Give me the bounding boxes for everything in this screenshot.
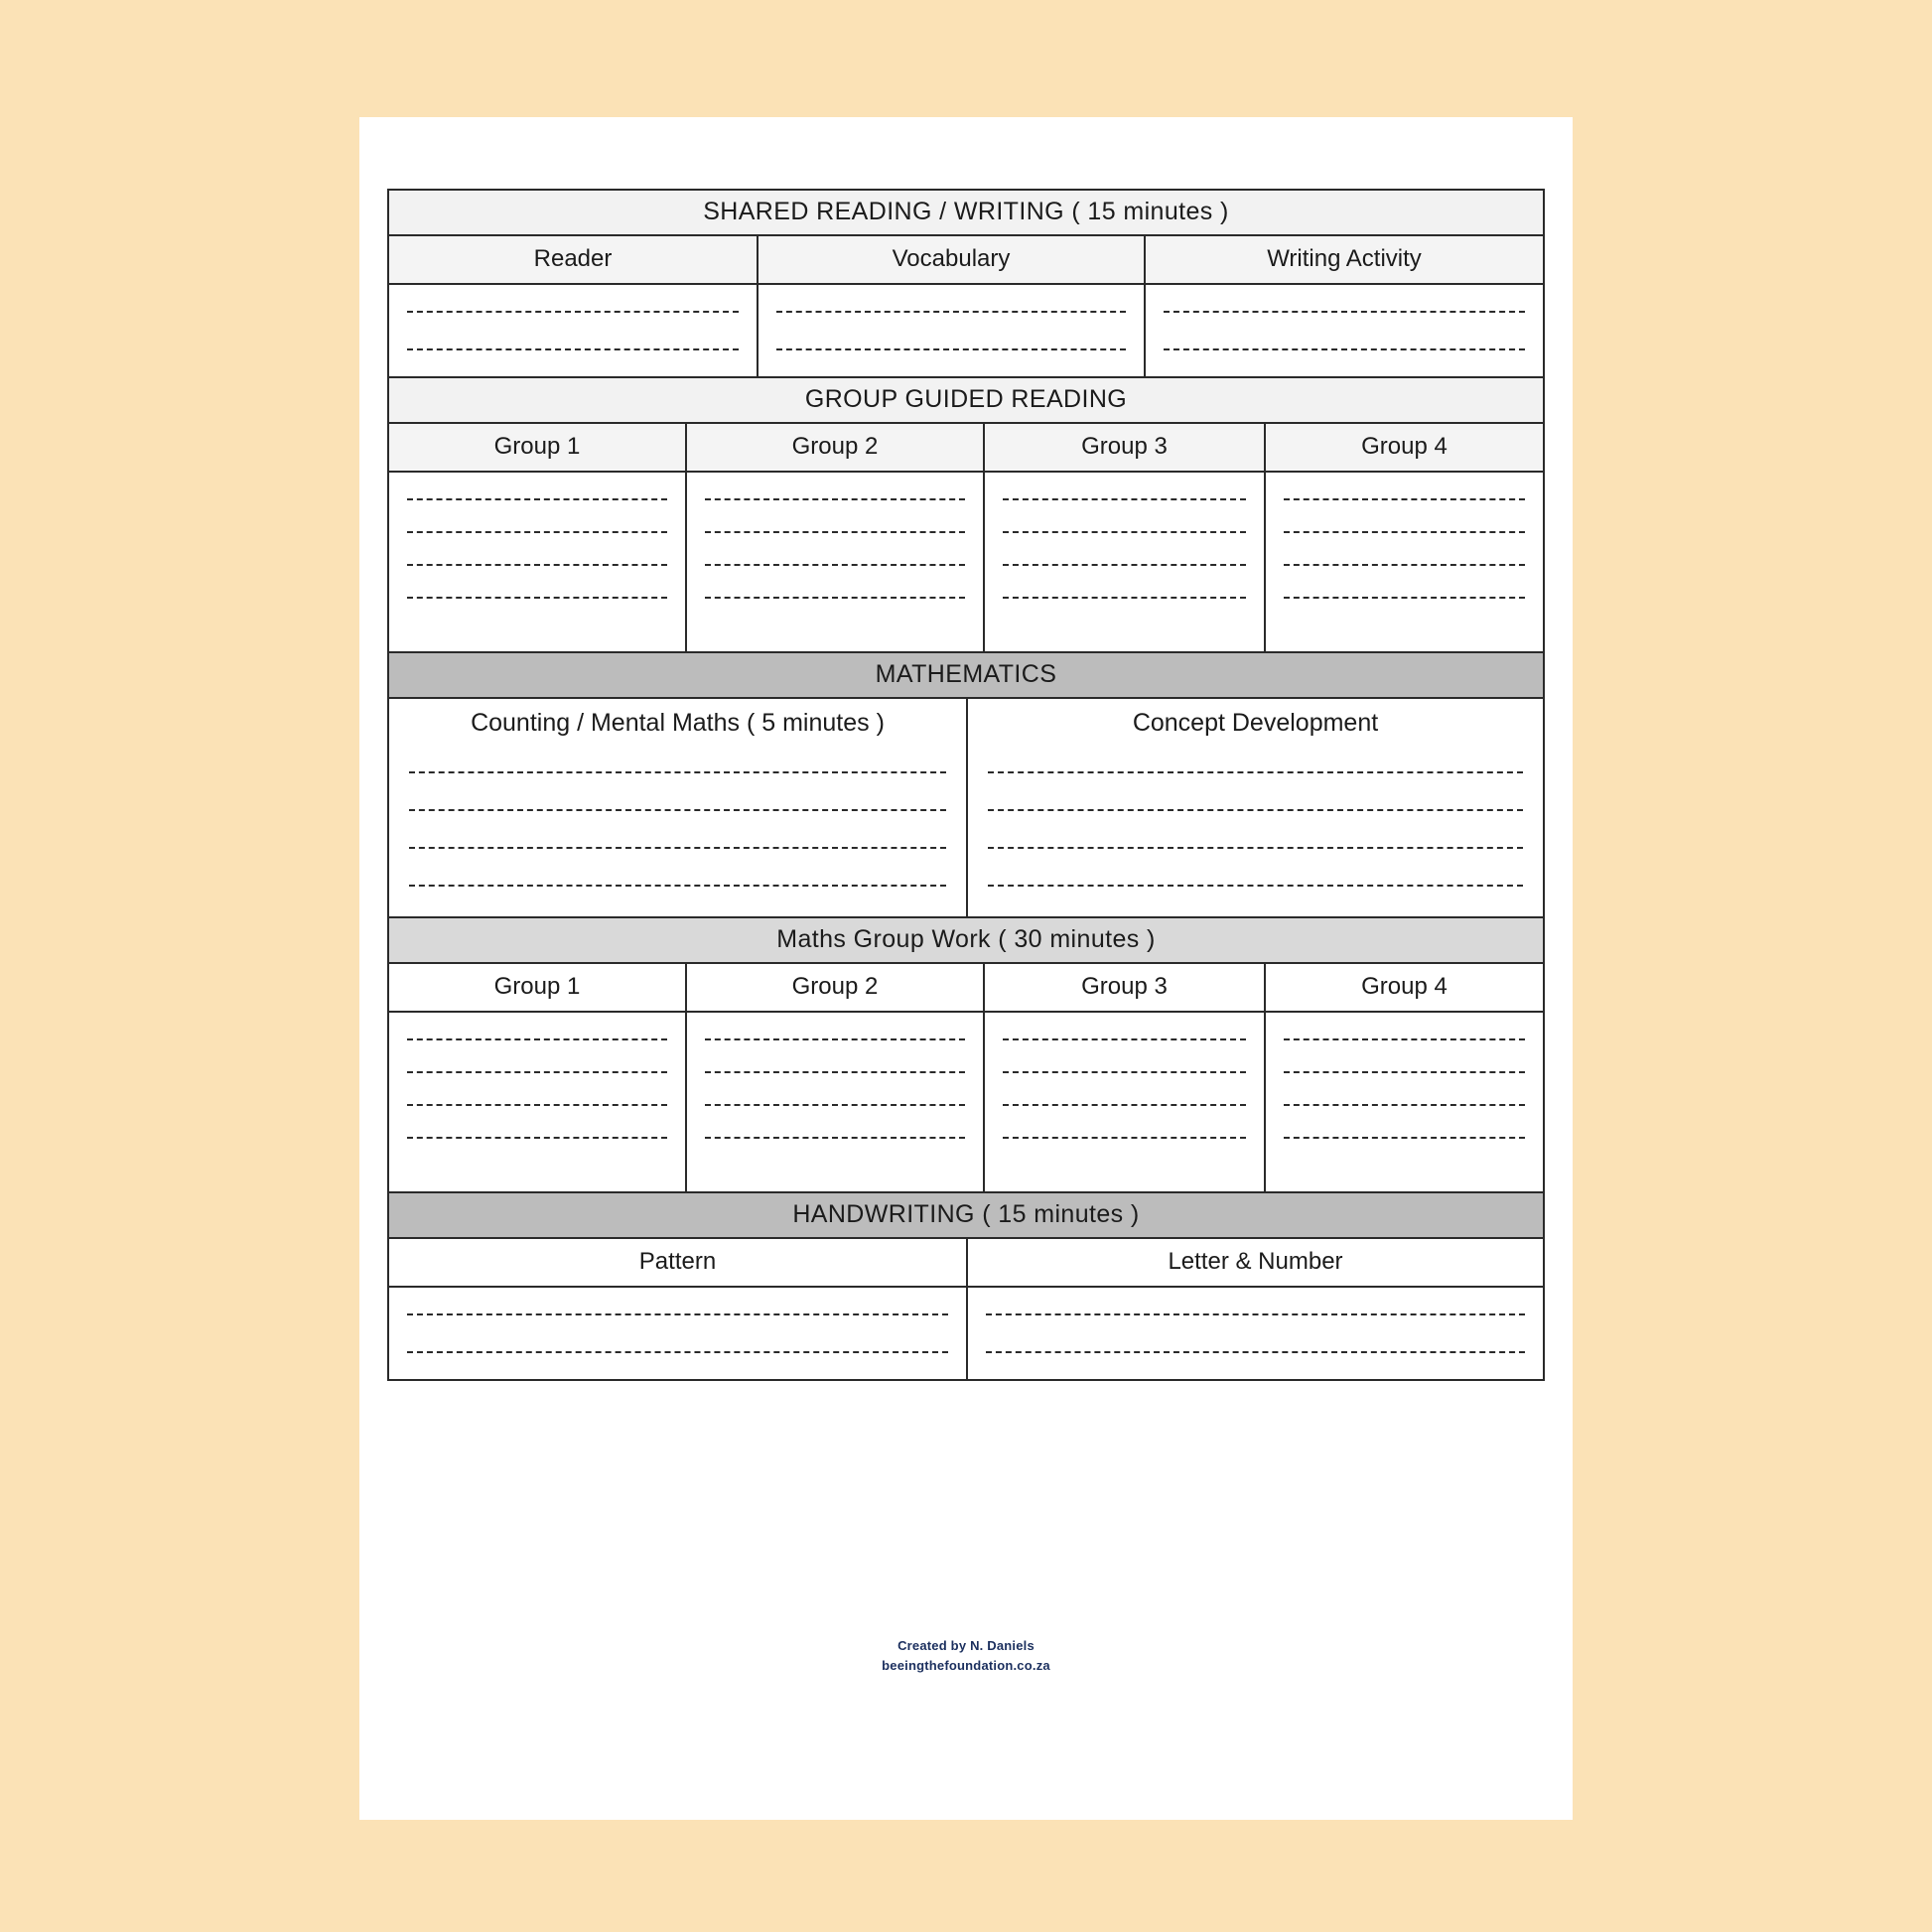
column-header-gr-group-4: Group 4: [1266, 424, 1543, 471]
section-band-maths-group-work: Maths Group Work ( 30 minutes ): [389, 918, 1543, 964]
column-header-concept-development: Concept Development: [1132, 709, 1379, 737]
column-header-pattern: Pattern: [389, 1239, 968, 1286]
write-cell-concept-development[interactable]: [968, 699, 1543, 916]
column-header-gr-group-3: Group 3: [985, 424, 1266, 471]
write-area-mathematics: [389, 699, 1543, 918]
column-headers-shared-reading-writing: [389, 236, 1543, 285]
write-cell-gr-group-4[interactable]: [1266, 473, 1543, 651]
write-area-handwriting: [389, 1288, 1543, 1381]
write-area-group-guided-reading: [389, 473, 1543, 653]
column-header-reader: Reader: [389, 236, 759, 283]
column-header-counting-mental-maths: Counting / Mental Maths ( 5 minutes ): [471, 709, 885, 737]
column-header-mgw-group-2: Group 2: [687, 964, 985, 1011]
write-cell-mgw-group-1[interactable]: [389, 1013, 687, 1191]
write-cell-reader[interactable]: [389, 285, 759, 376]
write-cell-mgw-group-2[interactable]: [687, 1013, 985, 1191]
write-cell-pattern[interactable]: [389, 1288, 968, 1379]
column-header-vocabulary: Vocabulary: [759, 236, 1146, 283]
write-cell-counting-mental-maths[interactable]: [389, 699, 968, 916]
column-header-letter-number: Letter & Number: [968, 1239, 1543, 1286]
column-header-mgw-group-1: Group 1: [389, 964, 687, 1011]
section-band-shared-reading-writing: SHARED READING / WRITING ( 15 minutes ): [389, 191, 1543, 236]
write-cell-mgw-group-3[interactable]: [985, 1013, 1266, 1191]
section-band-group-guided-reading: GROUP GUIDED READING: [389, 378, 1543, 424]
column-headers-maths-group-work: [389, 964, 1543, 1013]
column-headers-group-guided-reading: [389, 424, 1543, 473]
write-cell-gr-group-1[interactable]: [389, 473, 687, 651]
write-area-shared-reading-writing: [389, 285, 1543, 378]
column-header-mgw-group-3: Group 3: [985, 964, 1266, 1011]
credit-footer: [359, 1636, 1573, 1676]
column-header-gr-group-2: Group 2: [687, 424, 985, 471]
section-band-handwriting: HANDWRITING ( 15 minutes ): [389, 1193, 1543, 1239]
column-headers-handwriting: [389, 1239, 1543, 1288]
worksheet-page: [359, 117, 1573, 1820]
lesson-plan-table: [387, 189, 1545, 1381]
column-header-gr-group-1: Group 1: [389, 424, 687, 471]
credit-website: beeingthefoundation.co.za: [882, 1658, 1050, 1674]
write-cell-vocabulary[interactable]: [759, 285, 1146, 376]
column-header-writing-activity: Writing Activity: [1146, 236, 1543, 283]
write-cell-letter-number[interactable]: [968, 1288, 1543, 1379]
write-area-maths-group-work: [389, 1013, 1543, 1193]
credit-author: Created by N. Daniels: [897, 1638, 1035, 1653]
write-cell-writing-activity[interactable]: [1146, 285, 1543, 376]
write-cell-gr-group-2[interactable]: [687, 473, 985, 651]
write-cell-mgw-group-4[interactable]: [1266, 1013, 1543, 1191]
section-band-mathematics: MATHEMATICS: [389, 653, 1543, 699]
write-cell-gr-group-3[interactable]: [985, 473, 1266, 651]
column-header-mgw-group-4: Group 4: [1266, 964, 1543, 1011]
